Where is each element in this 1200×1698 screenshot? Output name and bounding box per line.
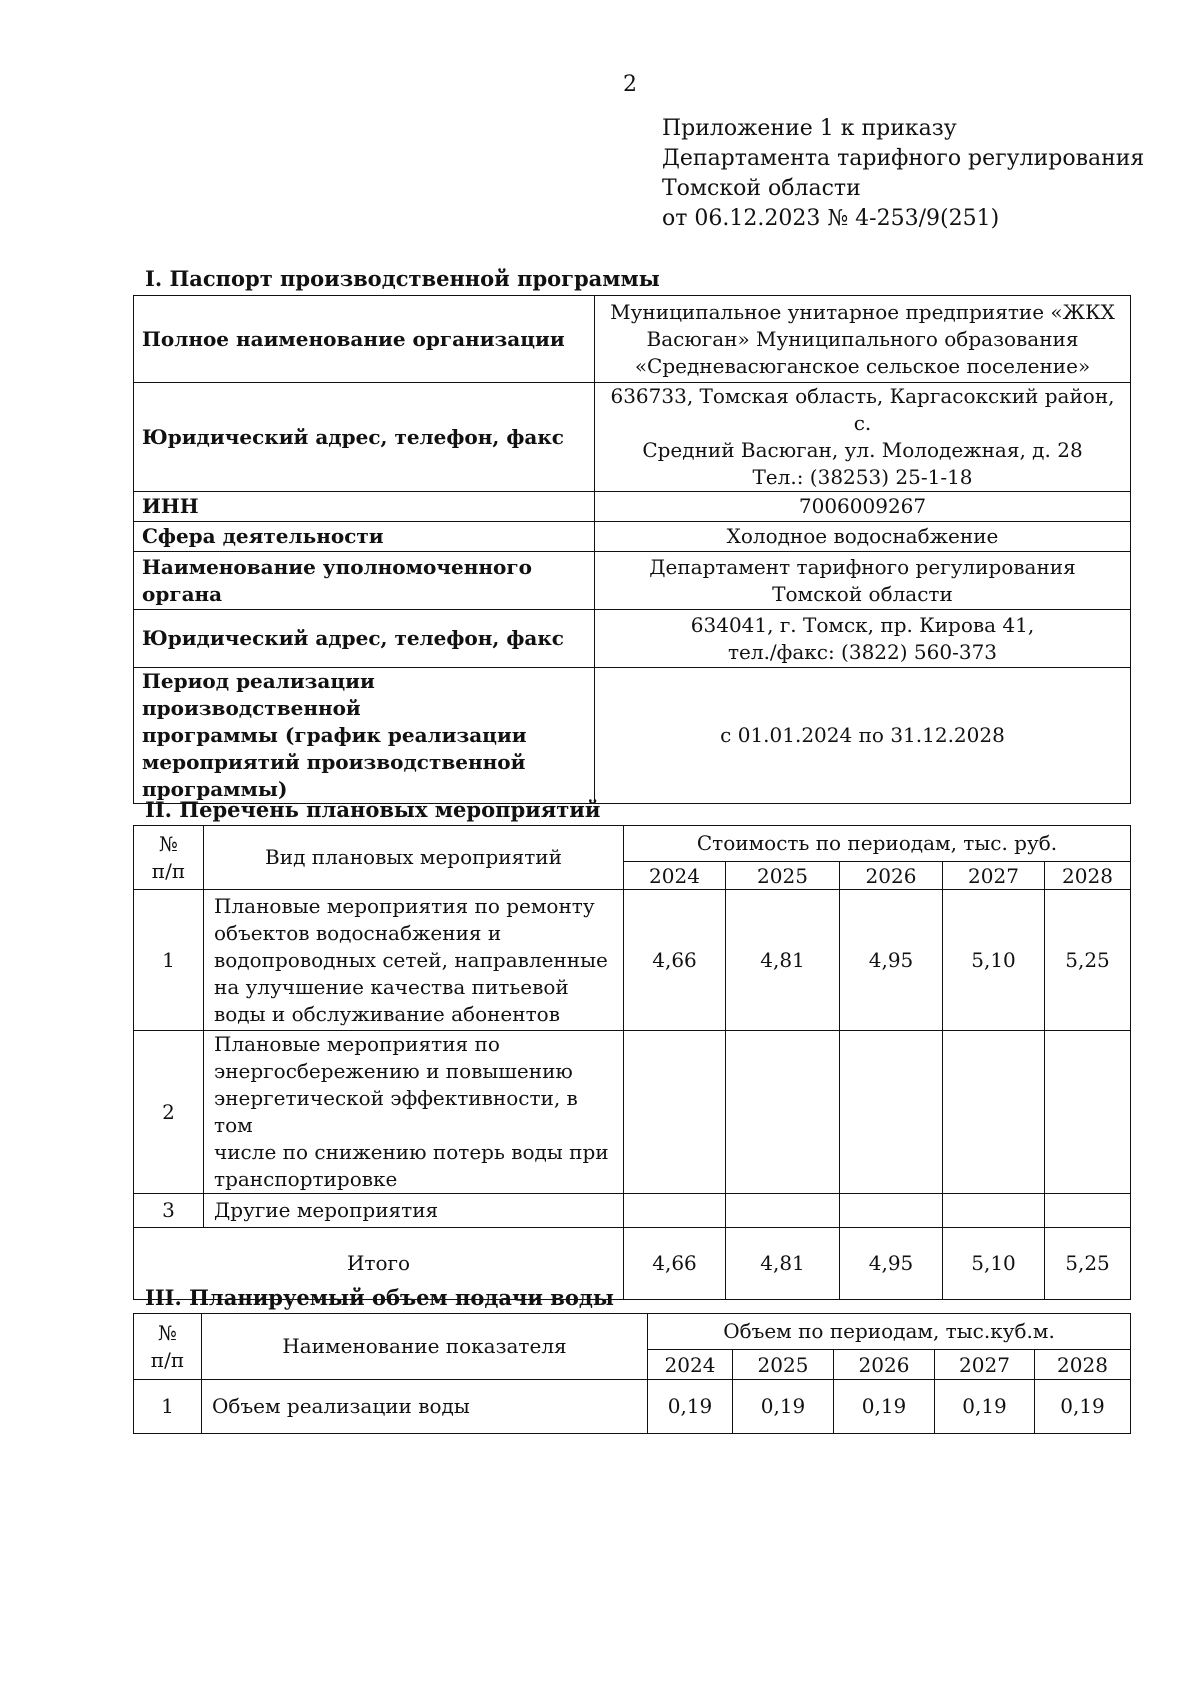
row-value: 4,81 [726,890,840,1031]
passport-value: Холодное водоснабжение [595,522,1131,552]
plan-table [133,825,1131,1300]
passport-row [134,610,1131,668]
year-header: 2024 [648,1350,733,1380]
total-value: 5,10 [943,1228,1045,1300]
page-number: 2 [623,72,637,97]
year-header: 2025 [726,862,840,890]
passport-label: Наименование уполномоченного органа [134,552,595,610]
total-label: Итого [134,1228,624,1300]
year-header: 2027 [935,1350,1035,1380]
row-value [624,1194,726,1228]
year-header: 2024 [624,862,726,890]
volume-table [133,1313,1131,1434]
col-num-header: № п/п [134,1314,202,1380]
passport-row [134,383,1131,492]
volume-row [134,1380,1131,1434]
row-value: 5,10 [943,890,1045,1031]
row-num: 3 [134,1194,204,1228]
col-name-header: Наименование показателя [202,1314,648,1380]
row-value: 0,19 [1035,1380,1131,1434]
row-value [624,1031,726,1194]
col-volume-header: Объем по периодам, тыс.куб.м. [648,1314,1131,1350]
passport-row [134,522,1131,552]
row-value [1045,1194,1131,1228]
row-value [840,1031,943,1194]
row-num: 1 [134,890,204,1031]
passport-label: Сфера деятельности [134,522,595,552]
total-value: 5,25 [1045,1228,1131,1300]
row-value: 0,19 [648,1380,733,1434]
volume-header-row [134,1314,1131,1350]
passport-label: Полное наименование организации [134,296,595,383]
appendix-line: Томской области [662,176,861,201]
row-value [943,1194,1045,1228]
appendix-line: от 06.12.2023 № 4-253/9(251) [662,206,1000,231]
row-num: 1 [134,1380,202,1434]
section2-title: II. Перечень плановых мероприятий [145,797,601,822]
row-value [943,1031,1045,1194]
passport-row [134,492,1131,522]
plan-row [134,890,1131,1031]
col-kind-header: Вид плановых мероприятий [204,826,624,890]
section3-title: III. Планируемый объем подачи воды [145,1285,614,1310]
row-value [726,1194,840,1228]
row-desc: Плановые мероприятия по энергосбережению и повышению энергетической эффективности, в том числе по снижению потерь воды при транспортировке [204,1031,624,1194]
row-value: 0,19 [834,1380,935,1434]
year-header: 2027 [943,862,1045,890]
passport-value: с 01.01.2024 по 31.12.2028 [595,668,1131,804]
passport-label: Юридический адрес, телефон, факс [134,610,595,668]
row-value: 4,95 [840,890,943,1031]
row-value: 5,25 [1045,890,1131,1031]
plan-header-row [134,826,1131,862]
passport-value: Муниципальное унитарное предприятие «ЖКХ Васюган» Муниципального образования «Средневасюганское сельское поселение» [595,296,1131,383]
passport-value: 636733, Томская область, Каргасокский район, с. Средний Васюган, ул. Молодежная, д. 28 Тел.: (38253) 25-1-18 [595,383,1131,492]
passport-label: Период реализации производственной программы (график реализации мероприятий производственной программы) [134,668,595,804]
passport-row [134,552,1131,610]
passport-value: Департамент тарифного регулирования Томской области [595,552,1131,610]
total-value: 4,66 [624,1228,726,1300]
passport-row [134,296,1131,383]
row-desc: Другие мероприятия [204,1194,624,1228]
row-value: 4,66 [624,890,726,1031]
total-value: 4,95 [840,1228,943,1300]
total-value: 4,81 [726,1228,840,1300]
section1-title: I. Паспорт производственной программы [145,266,660,291]
row-value: 0,19 [935,1380,1035,1434]
passport-table [133,295,1131,804]
appendix-header [662,114,1144,234]
passport-row [134,668,1131,804]
row-name: Объем реализации воды [202,1380,648,1434]
appendix-line: Департамента тарифного регулирования [662,146,1145,171]
row-num: 2 [134,1031,204,1194]
row-desc: Плановые мероприятия по ремонту объектов водоснабжения и водопроводных сетей, направленные на улучшение качества питьевой воды и обслуживание абонентов [204,890,624,1031]
row-value [840,1194,943,1228]
year-header: 2026 [834,1350,935,1380]
passport-value: 634041, г. Томск, пр. Кирова 41, тел./факс: (3822) 560-373 [595,610,1131,668]
col-cost-header: Стоимость по периодам, тыс. руб. [624,826,1131,862]
plan-row [134,1031,1131,1194]
plan-row [134,1194,1131,1228]
row-value [726,1031,840,1194]
passport-value: 7006009267 [595,492,1131,522]
year-header: 2025 [733,1350,834,1380]
row-value [1045,1031,1131,1194]
col-num-header: № п/п [134,826,204,890]
passport-label: Юридический адрес, телефон, факс [134,383,595,492]
appendix-line: Приложение 1 к приказу [662,116,957,141]
row-value: 0,19 [733,1380,834,1434]
year-header: 2028 [1045,862,1131,890]
passport-label: ИНН [134,492,595,522]
year-header: 2026 [840,862,943,890]
year-header: 2028 [1035,1350,1131,1380]
